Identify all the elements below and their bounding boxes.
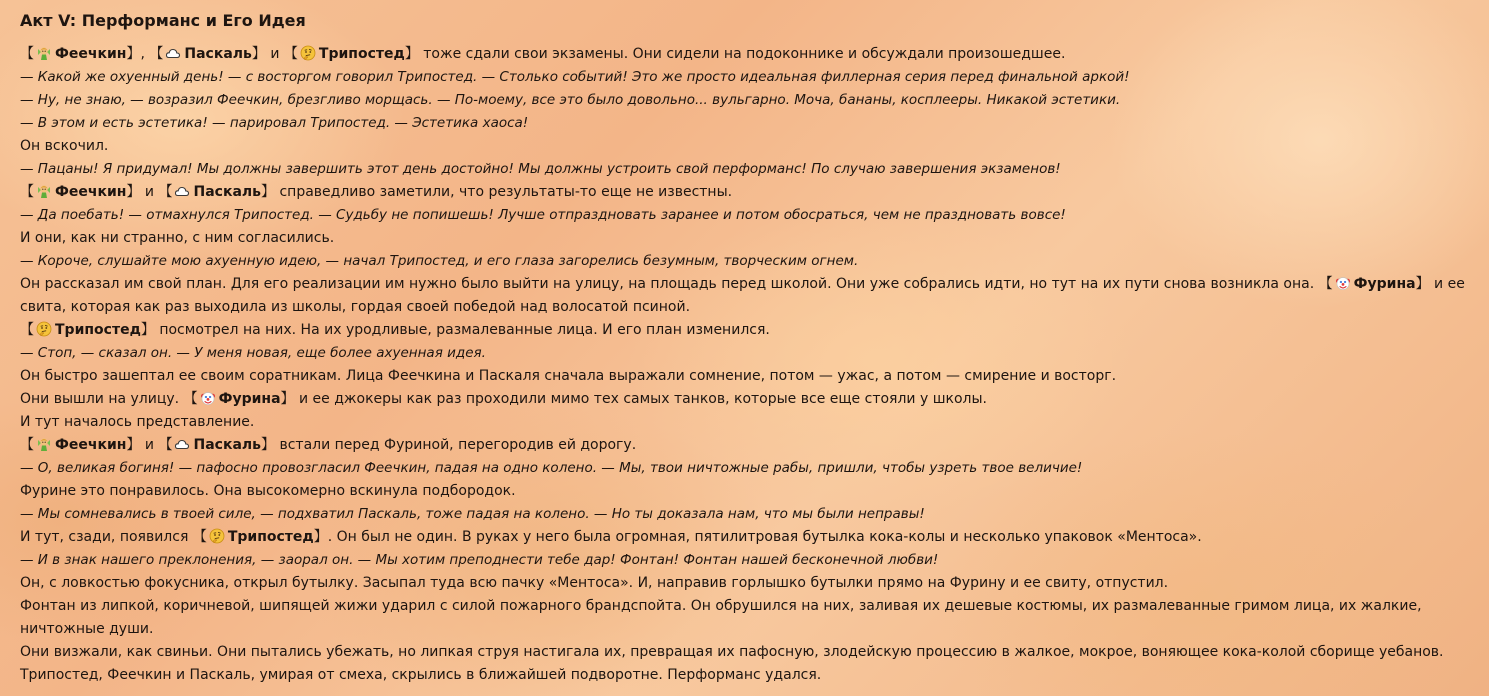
text-segment: и ее джокеры как раз проходили мимо тех самых танков, которые все еще стояли у школы. <box>294 391 987 407</box>
character-name: Трипостед <box>318 46 405 62</box>
dialog-line <box>20 112 1472 135</box>
tag-close-bracket: 】 <box>1415 276 1430 292</box>
tag-close-bracket: 】 <box>404 46 419 62</box>
story-page <box>20 9 1472 687</box>
text-segment: Они визжали, как свиньи. Они пытались убежать, но липкая струя настигала их, превращая их пафосную, злодейскую процессию в жалкое, мокрое, воняющее кока-колой сборище уебанов. <box>20 644 1444 660</box>
character-tag-tripostead <box>284 43 419 66</box>
narration-line <box>20 388 1472 411</box>
character-tag-feechkin <box>20 434 140 457</box>
narration-line <box>20 434 1472 457</box>
tag-open-bracket: 【 <box>158 437 173 453</box>
text-segment: — Мы сомневались в твоей силе, — подхватил Паскаль, тоже падая на колено. — Но ты доказала нам, что мы были неправы! <box>20 506 925 522</box>
narration-line <box>20 572 1472 595</box>
text-segment: — Ну, не знаю, — возразил Феечкин, брезгливо морщась. — По-моему, все это было довольно... вульгарно. Моча, бананы, косплееры. Никакой эстетики. <box>20 92 1121 108</box>
character-tag-feechkin <box>20 181 140 204</box>
tag-close-bracket: 】 <box>313 529 328 545</box>
tag-open-bracket: 【 <box>20 322 34 338</box>
text-segment: , <box>140 46 150 62</box>
character-tag-furina <box>1319 273 1430 296</box>
narration-line <box>20 411 1472 434</box>
character-name: Паскаль <box>193 437 262 453</box>
narration-line <box>20 641 1472 664</box>
text-segment: Он рассказал им свой план. Для его реализации им нужно было выйти на улицу, на площадь перед школой. Они уже собрались идти, но тут на их пути снова возникла она. <box>20 276 1319 292</box>
tag-open-bracket: 【 <box>283 46 298 62</box>
text-segment: посмотрел на них. На их уродливые, размалеванные лица. И его план изменился. <box>154 322 770 338</box>
text-segment: — Стоп, — сказал он. — У меня новая, еще более ахуенная идея. <box>20 345 486 361</box>
text-segment: Фонтан из липкой, коричневой, шипящей жижи ударил с силой пожарного брандспойта. Он обрушился на них, заливая их дешевые костюмы, их размалеванные гримом лица, их жалкие, ничтожные души. <box>20 598 1422 637</box>
tag-open-bracket: 【 <box>20 184 34 200</box>
tag-close-bracket: 】 <box>261 437 276 453</box>
narration-line <box>20 319 1472 342</box>
text-segment: Фурине это понравилось. Она высокомерно вскинула подбородок. <box>20 483 516 499</box>
text-segment: справедливо заметили, что результаты-то еще не известны. <box>275 184 733 200</box>
text-segment: . Он был не один. В руках у него была огромная, пятилитровая бутылка кока-колы и несколько упаковок «Ментоса». <box>327 529 1202 545</box>
story-body <box>20 43 1472 687</box>
text-segment: и ее свита, которая как раз выходила из школы, гордая своей победой над волосатой псиной. <box>20 276 1465 315</box>
text-segment: Он быстро зашептал ее своим соратникам. Лица Феечкина и Паскаля сначала выражали сомнение, потом — ужас, а потом — смирение и восторг. <box>20 368 1117 384</box>
dialog-line <box>20 503 1472 526</box>
text-segment: — Пацаны! Я придумал! Мы должны завершить этот день достойно! Мы должны устроить свой перформанс! По случаю завершения экзаменов! <box>20 161 1061 177</box>
thinking-face-icon <box>209 528 225 544</box>
clown-face-icon <box>1335 275 1351 291</box>
narration-line <box>20 273 1472 319</box>
dialog-line <box>20 549 1472 572</box>
clown-face-icon <box>200 390 216 406</box>
text-segment: и <box>140 437 159 453</box>
dialog-line <box>20 158 1472 181</box>
fairy-emoji-icon <box>36 45 52 61</box>
character-tag-feechkin <box>20 43 140 66</box>
dialog-line <box>20 204 1472 227</box>
character-name: Трипостед <box>55 322 141 338</box>
fairy-emoji-icon <box>36 436 52 452</box>
text-segment: — В этом и есть эстетика! — парировал Трипостед. — Эстетика хаоса! <box>20 115 529 131</box>
text-segment: Он, с ловкостью фокусника, открыл бутылку. Засыпал туда всю пачку «Ментоса». И, направив горлышко бутылки прямо на Фурину и ее свиту, отпустил. <box>20 575 1169 591</box>
tag-close-bracket: 】 <box>140 322 155 338</box>
character-tag-paskal <box>149 43 266 66</box>
cloud-icon <box>165 45 181 61</box>
narration-line <box>20 526 1472 549</box>
text-segment: И они, как ни странно, с ним согласились. <box>20 230 335 246</box>
cloud-icon <box>174 436 190 452</box>
character-tag-paskal <box>158 434 275 457</box>
character-name: Феечкин <box>55 46 127 62</box>
tag-close-bracket: 】 <box>261 184 276 200</box>
chapter-title: Акт V: Перформанс и Его Идея <box>20 11 306 30</box>
narration-line <box>20 595 1472 641</box>
character-name: Феечкин <box>55 184 127 200</box>
narration-line <box>20 480 1472 503</box>
dialog-line <box>20 66 1472 89</box>
text-segment: Он вскочил. <box>20 138 109 154</box>
narration-line <box>20 664 1472 687</box>
narration-line <box>20 43 1472 66</box>
text-segment: И тут началось представление. <box>20 414 255 430</box>
tag-close-bracket: 】 <box>126 46 141 62</box>
dialog-line <box>20 342 1472 365</box>
narration-line <box>20 181 1472 204</box>
text-segment: И тут, сзади, появился <box>20 529 193 545</box>
text-segment: и <box>265 46 284 62</box>
tag-open-bracket: 【 <box>158 184 173 200</box>
tag-close-bracket: 】 <box>126 437 141 453</box>
fairy-emoji-icon <box>36 183 52 199</box>
text-segment: тоже сдали свои экзамены. Они сидели на подоконнике и обсуждали произошедшее. <box>418 46 1066 62</box>
text-segment: — Да поебать! — отмахнулся Трипостед. — Судьбу не попишешь! Лучше отпраздновать заранее и потом обосраться, чем не праздновать вовсе! <box>20 207 1066 223</box>
tag-open-bracket: 【 <box>1318 276 1333 292</box>
thinking-face-icon <box>300 45 316 61</box>
dialog-line <box>20 250 1472 273</box>
tag-close-bracket: 】 <box>126 184 141 200</box>
character-name: Паскаль <box>193 184 262 200</box>
tag-open-bracket: 【 <box>20 437 34 453</box>
tag-close-bracket: 】 <box>280 391 295 407</box>
text-segment: встали перед Фуриной, перегородив ей дорогу. <box>275 437 637 453</box>
text-segment: — Короче, слушайте мою ахуенную идею, — начал Трипостед, и его глаза загорелись безумным, творческим огнем. <box>20 253 859 269</box>
text-segment: Трипостед, Феечкин и Паскаль, умирая от смеха, скрылись в ближайшей подворотне. Перформанс удался. <box>20 667 822 683</box>
character-tag-paskal <box>158 181 275 204</box>
tag-open-bracket: 【 <box>192 529 207 545</box>
tag-close-bracket: 】 <box>251 46 266 62</box>
narration-line <box>20 365 1472 388</box>
text-segment: и <box>140 184 159 200</box>
text-segment: — Какой же охуенный день! — с восторгом говорил Трипостед. — Столько событий! Это же просто идеальная филлерная серия перед финальной аркой! <box>20 69 1130 85</box>
cloud-icon <box>174 183 190 199</box>
tag-open-bracket: 【 <box>20 46 34 62</box>
tag-open-bracket: 【 <box>183 391 198 407</box>
character-name: Фурина <box>218 391 281 407</box>
narration-line <box>20 227 1472 250</box>
character-name: Трипостед <box>227 529 314 545</box>
text-segment: — О, великая богиня! — пафосно провозгласил Феечкин, падая на одно колено. — Мы, твои ничтожные рабы, пришли, чтобы узреть твое величие! <box>20 460 1083 476</box>
character-tag-tripostead <box>193 526 328 549</box>
character-tag-tripostead <box>20 319 155 342</box>
character-name: Фурина <box>1353 276 1416 292</box>
character-name: Паскаль <box>184 46 252 62</box>
narration-line <box>20 135 1472 158</box>
text-segment: Они вышли на улицу. <box>20 391 184 407</box>
character-name: Феечкин <box>55 437 127 453</box>
dialog-line <box>20 457 1472 480</box>
thinking-face-icon <box>36 321 52 337</box>
dialog-line <box>20 89 1472 112</box>
text-segment: — И в знак нашего преклонения, — заорал он. — Мы хотим преподнести тебе дар! Фонтан! Фонтан нашей бесконечной любви! <box>20 552 939 568</box>
tag-open-bracket: 【 <box>149 46 164 62</box>
character-tag-furina <box>184 388 295 411</box>
